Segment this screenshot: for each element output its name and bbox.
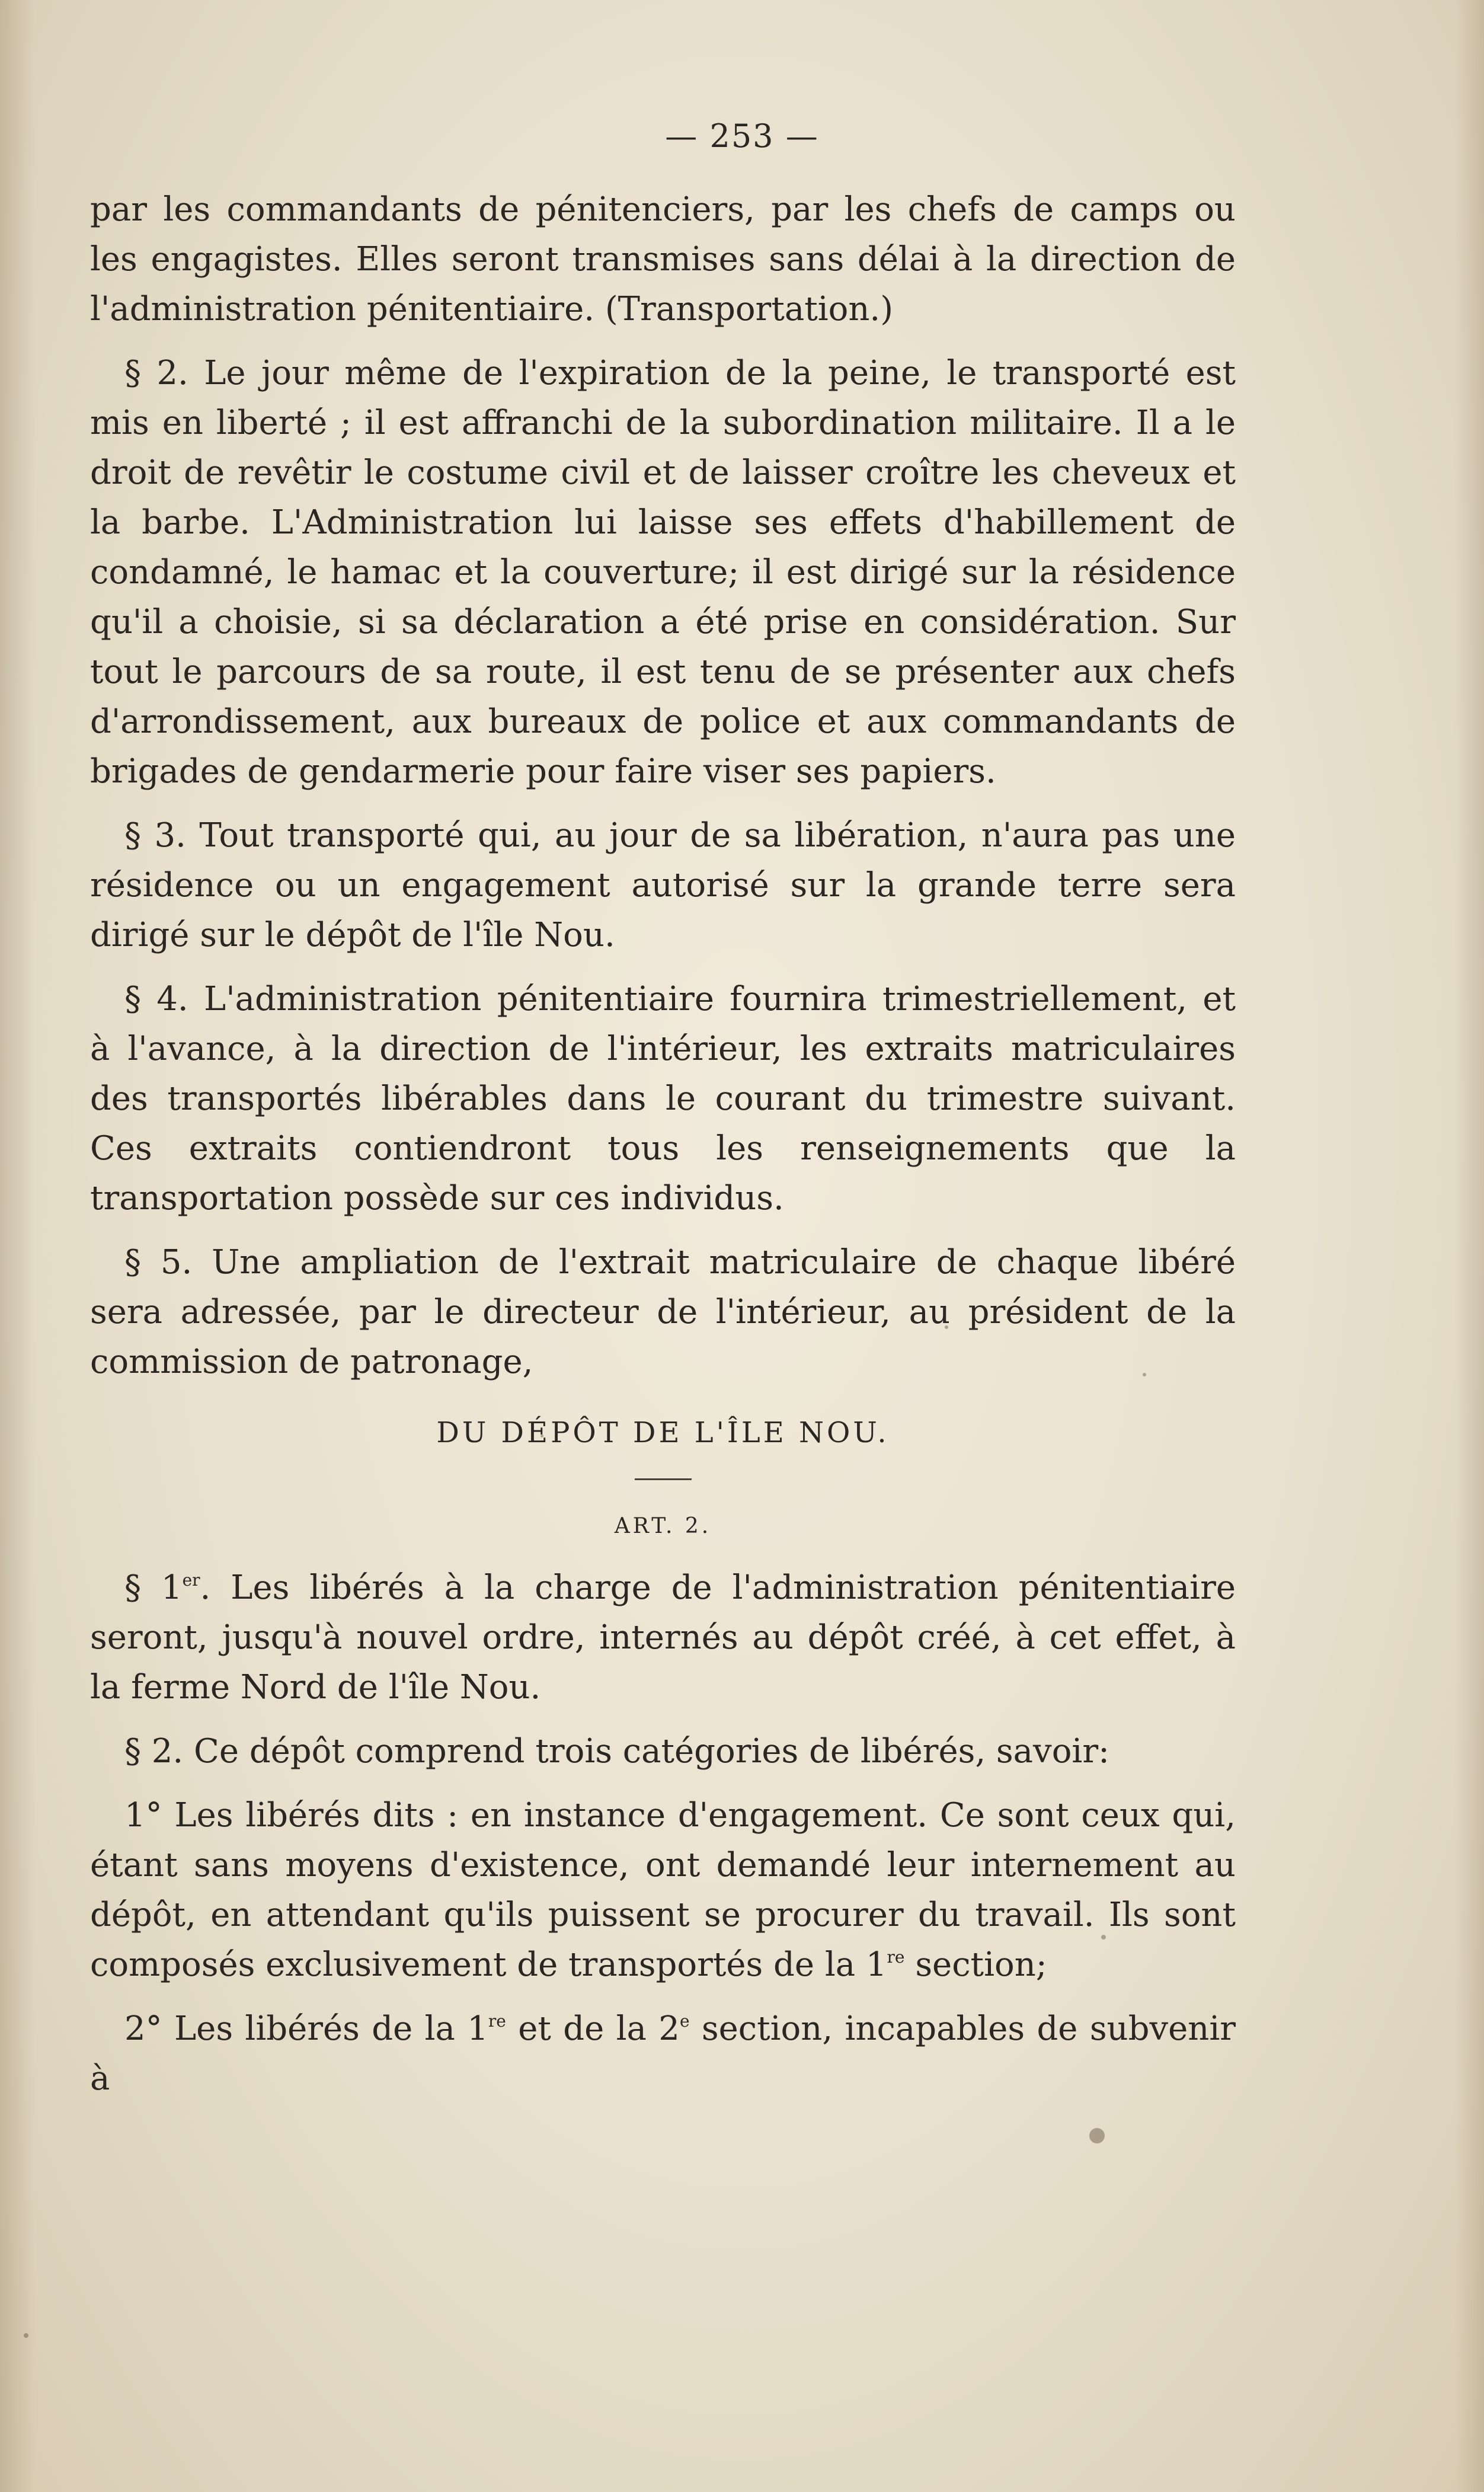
item-2-middle: et de la 2	[506, 2009, 680, 2048]
section-1-prefix: § 1	[124, 1568, 183, 1607]
heading-divider	[635, 1478, 692, 1480]
article-label: ART. 2.	[614, 1514, 712, 1538]
page-edge-shadow-right	[1454, 0, 1484, 2492]
paragraph-article2-section-2: § 2. Ce dépôt comprend trois catégories de libérés, savoir:	[124, 1732, 1109, 1771]
list-item-2	[90, 2004, 1236, 2104]
paper-speck	[24, 2333, 28, 2338]
item-1-text: 1° Les libérés dits : en instance d'engagement. Ce sont ceux qui, étant sans moyens d'existence, ont demandé leur internement au dépôt, en attendant qu'ils puissent se procurer du travail. Ils sont composés exclusivement de transportés de la 1	[90, 1796, 1236, 1984]
item-2-suffix: section, incapables de subvenir à	[90, 2009, 1236, 2098]
item-1-suffix: section;	[904, 1945, 1047, 1984]
body-text	[90, 185, 1236, 2104]
paragraph-continuation: par les commandants de pénitenciers, par les chefs de camps ou les engagistes. Elles seront transmises sans délai à la direction de l'administration pénitentiaire. (Transportation.)	[90, 190, 1236, 328]
paper-speck	[1143, 1373, 1146, 1376]
item-2-superscript-2: e	[679, 2011, 690, 2031]
item-1-superscript: re	[887, 1947, 905, 1967]
paper-speck	[945, 1325, 948, 1329]
paragraph-article2-section-1	[90, 1563, 1236, 1713]
section-heading: DU DÉPÔT DE L'ÎLE NOU.	[436, 1416, 890, 1449]
section-1-text: . Les libérés à la charge de l'administration pénitentiaire seront, jusqu'à nouvel ordre, internés au dépôt créé, à cet effet, à la ferme Nord de l'île Nou.	[90, 1568, 1236, 1707]
paragraph-section-4: § 4. L'administration pénitentiaire fournira trimestriellement, et à l'avance, à la direction de l'intérieur, les extraits matriculaires des transportés libérables dans le courant du trimestre suivant. Ces extraits contiendront tous les renseignements que la transportation possède sur ces individus.	[90, 980, 1236, 1218]
paper-speck	[540, 1435, 543, 1437]
page-number: — 253 —	[665, 117, 819, 155]
paper-speck	[1101, 1935, 1106, 1940]
paragraph-section-2: § 2. Le jour même de l'expiration de la peine, le transporté est mis en liberté ; il est affranchi de la subordination militaire. Il a le droit de revêtir le costume civil et de laisser croître les cheveux et la barbe. L'Administration lui laisse ses effets d'habillement de condamné, le hamac et la couverture; il est dirigé sur la résidence qu'il a choisie, si sa déclaration a été prise en considération. Sur tout le parcours de sa route, il est tenu de se présenter aux chefs d'arrondissement, aux bureaux de police et aux commandants de brigades de gendarmerie pour faire viser ses papiers.	[90, 354, 1236, 791]
list-item-1	[90, 1791, 1236, 1990]
section-1-superscript: er	[182, 1570, 200, 1590]
paragraph-section-3: § 3. Tout transporté qui, au jour de sa libération, n'aura pas une résidence ou un engagement autorisé sur la grande terre sera dirigé sur le dépôt de l'île Nou.	[90, 816, 1236, 954]
item-2-superscript-1: re	[488, 2011, 506, 2031]
paper-speck	[1089, 2128, 1105, 2143]
item-2-prefix: 2° Les libérés de la 1	[124, 2009, 488, 2048]
page-edge-shadow-left	[0, 0, 36, 2492]
paragraph-section-5: § 5. Une ampliation de l'extrait matriculaire de chaque libéré sera adressée, par le directeur de l'intérieur, au président de la commission de patronage,	[90, 1243, 1236, 1381]
